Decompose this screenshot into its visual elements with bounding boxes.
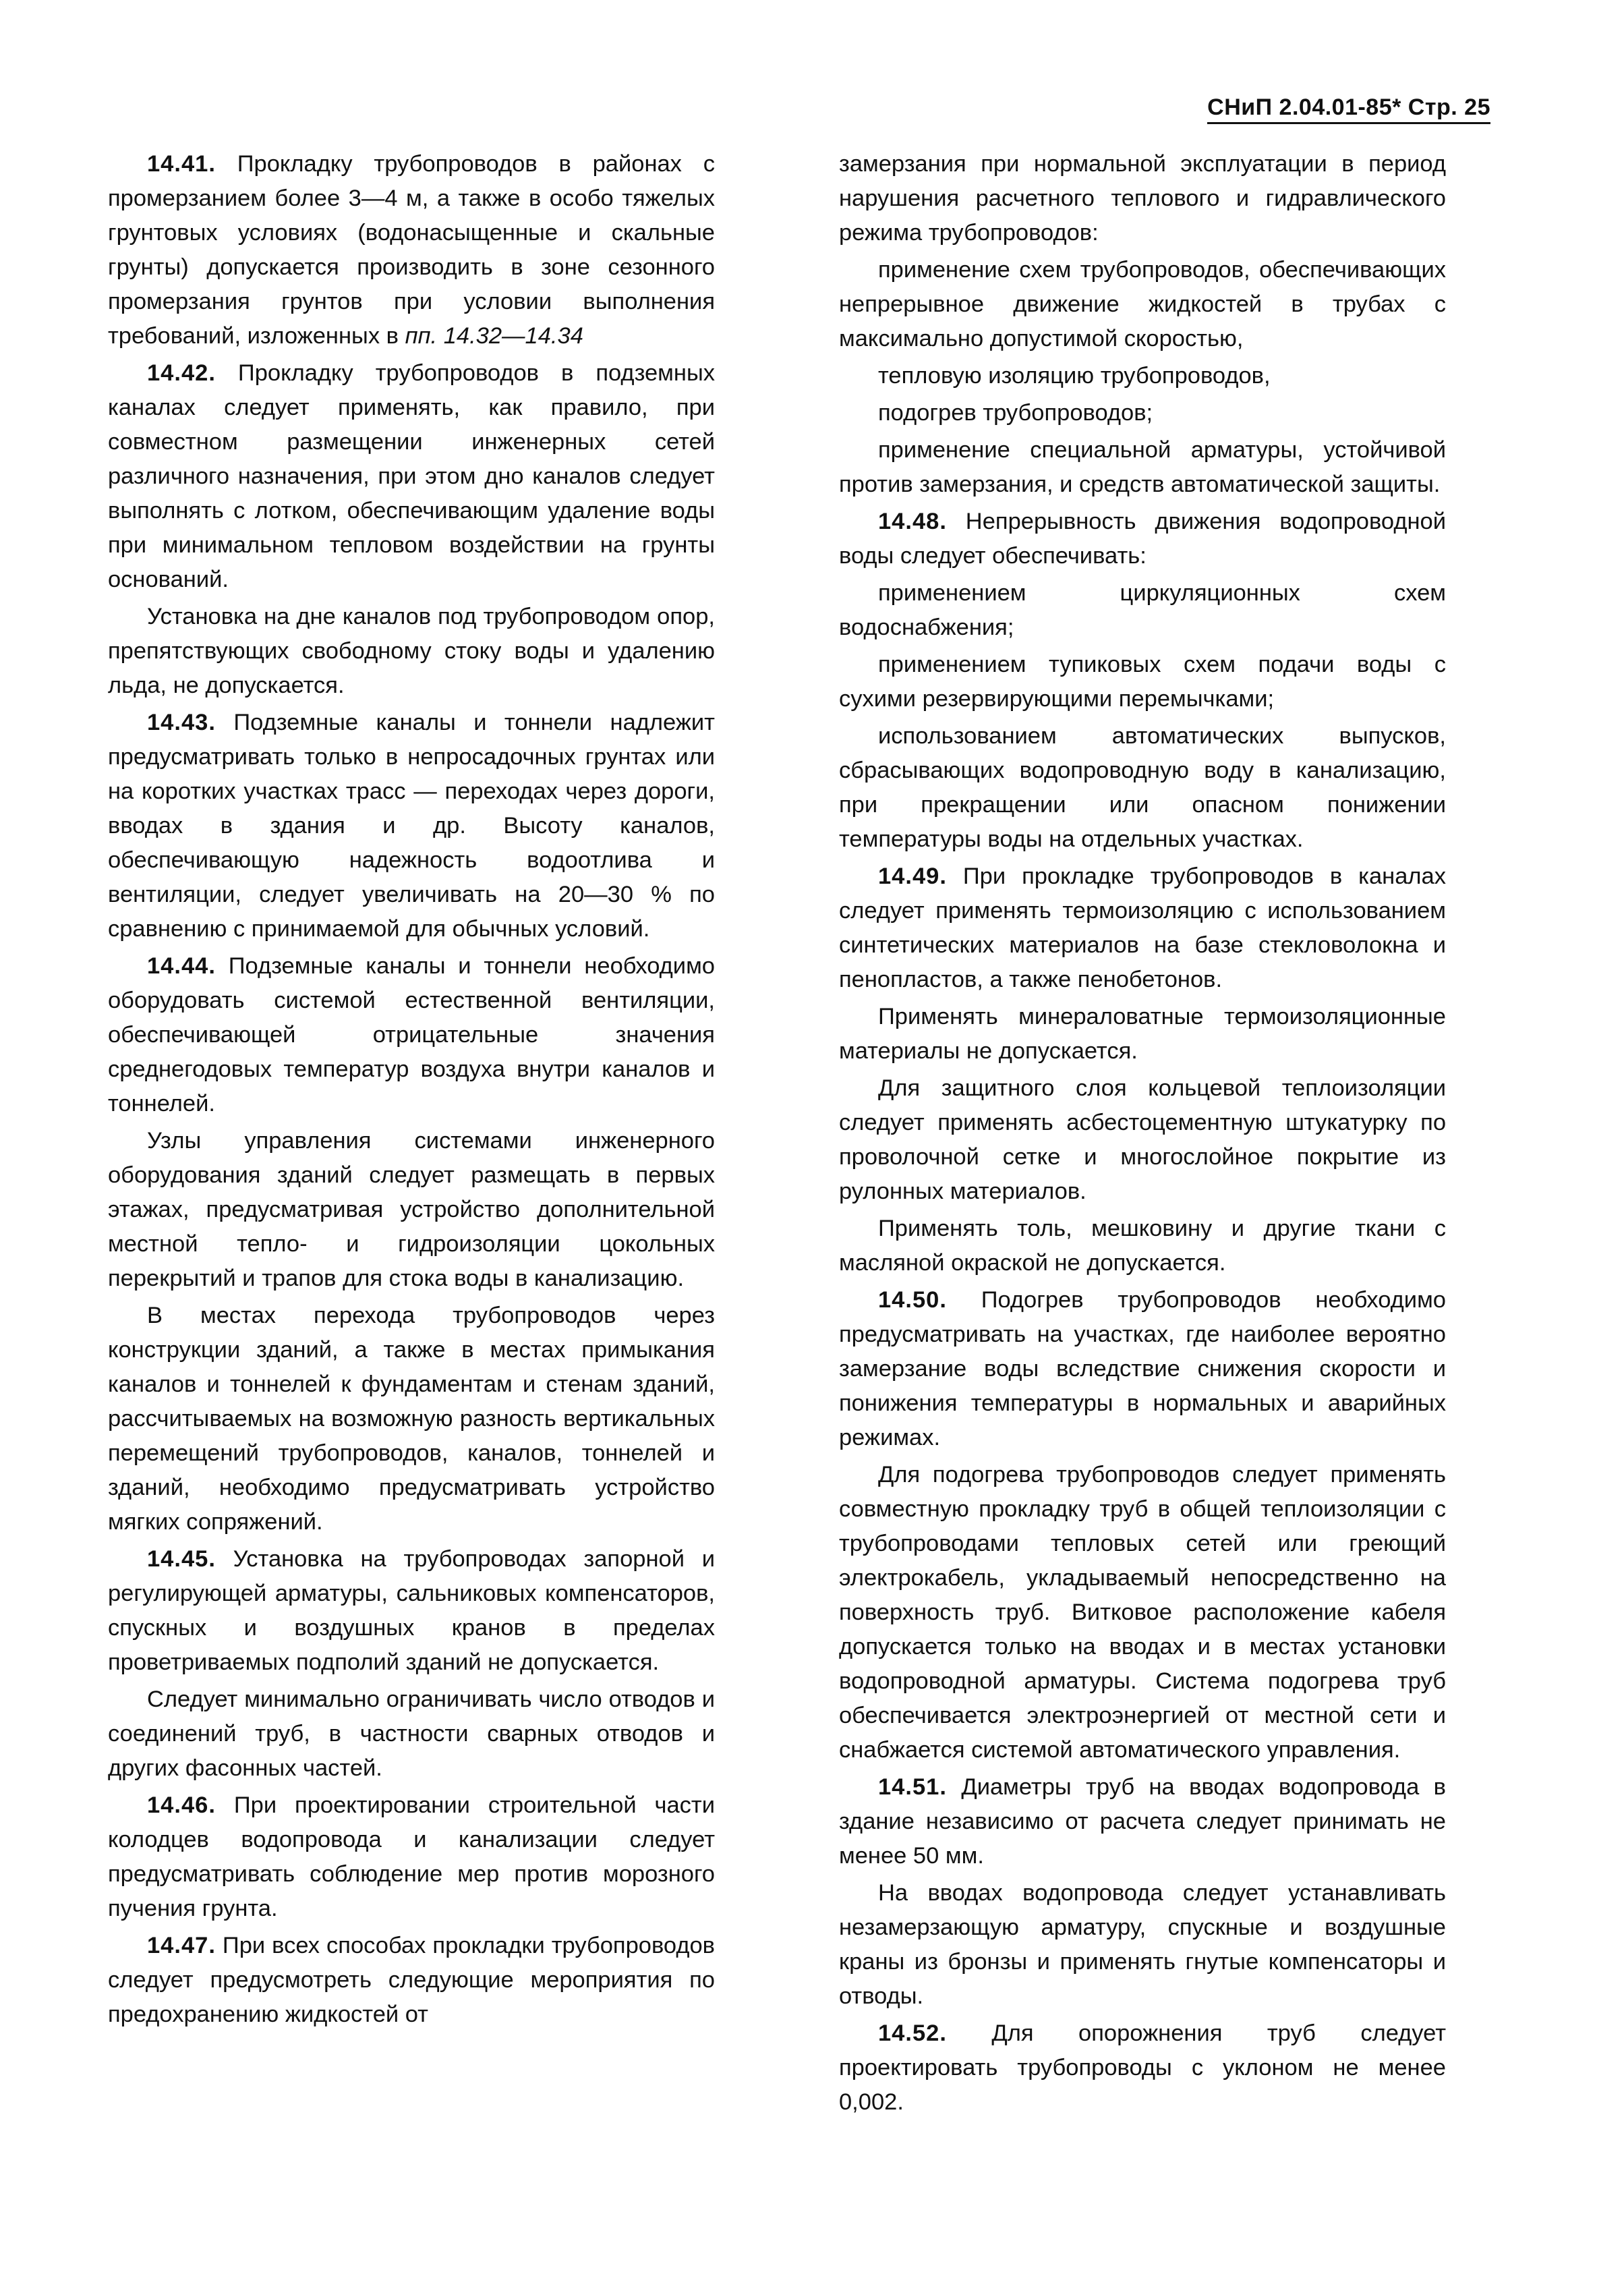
paragraph-text: тепловую изоляцию трубопроводов, <box>878 363 1271 389</box>
clause-number: 14.49. <box>878 863 947 889</box>
paragraph <box>839 1458 1446 1767</box>
paragraph <box>108 706 715 946</box>
paragraph <box>839 359 1446 393</box>
paragraph <box>839 433 1446 502</box>
clause-number: 14.43. <box>147 710 216 735</box>
paragraph <box>839 147 1446 250</box>
paragraph-text: Применять толь, мешковину и другие ткани с масляной окраской не допускается. <box>839 1216 1446 1276</box>
clause-reference: пп. 14.32—14.34 <box>405 323 583 349</box>
clause-number: 14.47. <box>147 1933 216 1958</box>
paragraph-text: подогрев трубопроводов; <box>878 400 1153 426</box>
paragraph <box>839 505 1446 573</box>
paragraph <box>108 1299 715 1539</box>
clause-number: 14.52. <box>878 2020 947 2046</box>
paragraph <box>839 1071 1446 1209</box>
paragraph <box>108 1124 715 1296</box>
clause-number: 14.51. <box>878 1774 947 1800</box>
paragraph <box>108 1542 715 1680</box>
clause-number: 14.44. <box>147 953 216 979</box>
paragraph-text: Диаметры труб на вводах водопровода в здание независимо от расчета следует принимать не менее 50 мм. <box>839 1774 1446 1869</box>
paragraph-text: применением циркуляционных схем водоснабжения; <box>839 580 1446 640</box>
paragraph-text: Непрерывность движения водопроводной воды следует обеспечивать: <box>839 509 1446 569</box>
clause-number: 14.46. <box>147 1792 216 1818</box>
paragraph <box>108 1929 715 2032</box>
paragraph <box>108 600 715 703</box>
paragraph <box>839 1000 1446 1069</box>
paragraph <box>108 1788 715 1926</box>
page-header: СНиП 2.04.01-85* Стр. 25 <box>1207 94 1490 124</box>
paragraph-text: Следует минимально ограничивать число отводов и соединений труб, в частности сварных отводов и других фасонных частей. <box>108 1687 715 1781</box>
paragraph-text: Для защитного слоя кольцевой теплоизоляции следует применять асбестоцементную штукатурку по проволочной сетке и многослойное покрытие из рулонных материалов. <box>839 1075 1446 1204</box>
paragraph <box>839 576 1446 645</box>
paragraph-text: Для опорожнения труб следует проектировать трубопроводы с уклоном не менее 0,002. <box>839 2020 1446 2115</box>
clause-number: 14.41. <box>147 151 216 177</box>
paragraph <box>108 949 715 1121</box>
paragraph-text: Прокладку трубопроводов в районах с промерзанием более 3—4 м, а также в особо тяжелых грунтовых условиях (водонасыщенные и скальные грунты) допускается производить в зоне сезонного промерзания грунтов при условии выполнения требований, изложенных в <box>108 151 715 349</box>
paragraph-text: Подземные каналы и тоннели надлежит предусматривать только в непросадочных грунтах или на коротких участках трасс — переходах через дороги, вводах в здания и др. Высоту каналов, обеспечивающую надежность водоотлива и вентиляции, следует увеличивать на 20—30 % по сравнению с принимаемой для обычных условий. <box>108 710 715 942</box>
paragraph <box>839 648 1446 716</box>
paragraph-text: Прокладку трубопроводов в подземных каналах следует применять, как правило, при совместном размещении инженерных сетей различного назначения, при этом дно каналов следует выполнять с лотком, обеспечивающим удаление воды при минимальном тепловом воздействии на грунты оснований. <box>108 360 715 592</box>
right-column <box>839 147 1446 2122</box>
paragraph <box>839 1283 1446 1455</box>
paragraph <box>839 719 1446 857</box>
clause-number: 14.45. <box>147 1546 216 1572</box>
paragraph-text: Установка на трубопроводах запорной и регулирующей арматуры, сальниковых компенсаторов, спускных и воздушных кранов в пределах проветриваемых подполий зданий не допускается. <box>108 1546 715 1675</box>
paragraph <box>839 859 1446 997</box>
paragraph-text: При прокладке трубопроводов в каналах следует применять термоизоляцию с использованием синтетических материалов на базе стекловолокна и пенопластов, а также пенобетонов. <box>839 863 1446 992</box>
paragraph <box>839 1212 1446 1280</box>
paragraph-text: На вводах водопровода следует устанавливать незамерзающую арматуру, спускные и воздушные краны из бронзы и применять гнутые компенсаторы и отводы. <box>839 1880 1446 2009</box>
paragraph <box>839 396 1446 430</box>
paragraph <box>108 147 715 353</box>
clause-number: 14.42. <box>147 360 216 386</box>
left-column <box>108 147 715 2035</box>
paragraph-text: Узлы управления системами инженерного оборудования зданий следует размещать в первых этажах, предусматривая устройство дополнительной местной тепло- и гидроизоляции цокольных перекрытий и трапов для стока воды в канализацию. <box>108 1128 715 1291</box>
paragraph <box>108 1682 715 1786</box>
clause-number: 14.48. <box>878 509 947 534</box>
paragraph-text: При всех способах прокладки трубопроводов следует предусмотреть следующие мероприятия по предохранению жидкостей от <box>108 1933 715 2027</box>
paragraph-text: В местах перехода трубопроводов через конструкции зданий, а также в местах примыкания каналов и тоннелей к фундаментам и стенам зданий, рассчитываемых на возможную разность вертикальных перемещений трубопроводов, каналов, тоннелей и зданий, необходимо предусматривать устройство мягких сопряжений. <box>108 1303 715 1535</box>
paragraph <box>839 1770 1446 1873</box>
paragraph-text: Установка на дне каналов под трубопроводом опор, препятствующих свободному стоку воды и удалению льда, не допускается. <box>108 604 715 698</box>
paragraph-text: применением тупиковых схем подачи воды с сухими резервирующими перемычками; <box>839 652 1446 712</box>
paragraph-text: Подогрев трубопроводов необходимо предусматривать на участках, где наиболее вероятно замерзание воды вследствие снижения скорости и понижения температуры в нормальных и аварийных режимах. <box>839 1287 1446 1450</box>
paragraph <box>839 1876 1446 2014</box>
paragraph <box>839 253 1446 356</box>
paragraph-text: Подземные каналы и тоннели необходимо оборудовать системой естественной вентиляции, обеспечивающей отрицательные значения среднегодовых температур воздуха внутри каналов и тоннелей. <box>108 953 715 1116</box>
paragraph <box>108 356 715 597</box>
paragraph-text: применение схем трубопроводов, обеспечивающих непрерывное движение жидкостей в трубах с максимально допустимой скоростью, <box>839 257 1446 351</box>
clause-number: 14.50. <box>878 1287 947 1313</box>
paragraph-text: использованием автоматических выпусков, сбрасывающих водопроводную воду в канализацию, при прекращении или опасном понижении температуры воды на отдельных участках. <box>839 723 1446 852</box>
paragraph-text: применение специальной арматуры, устойчивой против замерзания, и средств автоматической защиты. <box>839 437 1446 497</box>
paragraph-text: Для подогрева трубопроводов следует применять совместную прокладку труб в общей теплоизоляции с трубопроводами тепловых сетей или греющий электрокабель, укладываемый непосредственно на поверхность труб. Витковое расположение кабеля допускается только на вводах и в местах установки водопроводной арматуры. Система подогрева труб обеспечивается электроэнергией от местной сети и снабжается системой автоматического управления. <box>839 1462 1446 1763</box>
paragraph <box>839 2016 1446 2120</box>
paragraph-text: При проектировании строительной части колодцев водопровода и канализации следует предусматривать соблюдение мер против морозного пучения грунта. <box>108 1792 715 1921</box>
paragraph-text: замерзания при нормальной эксплуатации в период нарушения расчетного теплового и гидравлического режима трубопроводов: <box>839 151 1446 246</box>
paragraph-text: Применять минераловатные термоизоляционные материалы не допускается. <box>839 1004 1446 1064</box>
